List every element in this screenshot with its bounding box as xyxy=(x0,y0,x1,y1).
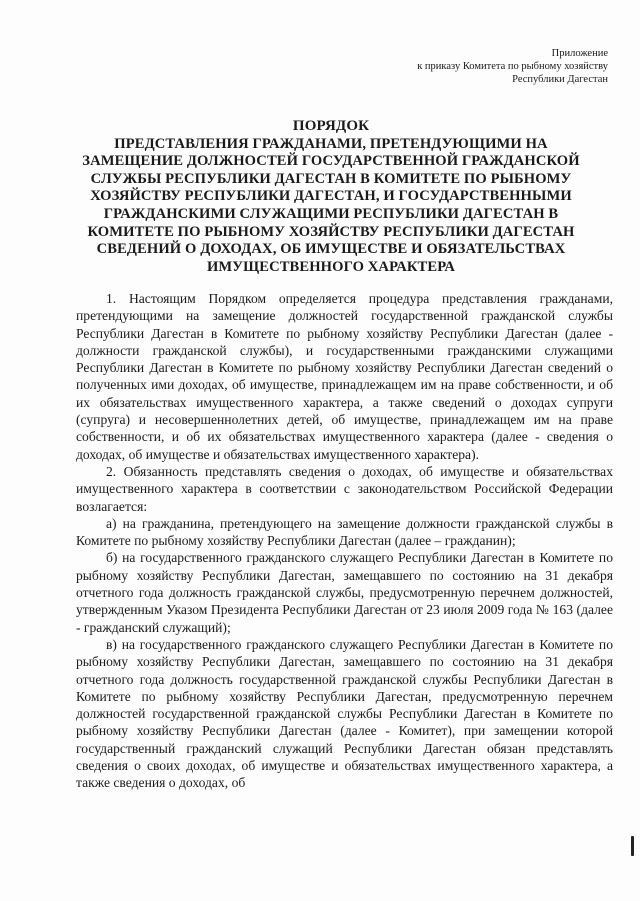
paragraph-1: 1. Настоящим Порядком определяется процедура представления гражданами, претендующими на замещение должностей государственной гражданской службы Республики Дагестан в Комитете по рыбному хозяйству Республики Дагестан (далее - должности гражданской службы), и государственными гражданскими служащими Республики Дагестан в Комитете по рыбному хозяйству Республики Дагестан сведений о полученных ими доходах, об имуществе, принадлежащем им на праве собственности, и об их обязательствах имущественного характера, а также сведений о доходах супруги (супруга) и несовершеннолетних детей, об имуществе, принадлежащем им на праве собственности, и об их обязательствах имущественного характера (далее - сведения о доходах, об имуществе и обязательствах имущественного характера). xyxy=(76,291,613,462)
subparagraph-c: в) на государственного гражданского служащего Республики Дагестан в Комитете по рыбному хозяйству Республики Дагестан, замещавшего по состоянию на 31 декабря отчетного года должность государственной гражданской службы Республики Дагестан в Комитете по рыбному хозяйству Республики Дагестан, предусмотренную перечнем должностей государственной гражданской службы Республики Дагестан в Комитете по рыбному хозяйству Республики Дагестан (далее - Комитет), при замещении которой государственный гражданский служащий Республики Дагестан обязан представлять сведения о своих доходах, об имуществе и обязательствах имущественного характера, а также сведения о доходах, об xyxy=(76,636,613,791)
subparagraph-b: б) на государственного гражданского служащего Республики Дагестан в Комитете по рыбному хозяйству Республики Дагестан, замещавшего по состоянию на 31 декабря отчетного года должность гражданской службы, предусмотренную перечнем должностей, утвержденным Указом Президента Республики Дагестан от 23 июля 2009 года № 163 (далее - гражданский служащий); xyxy=(76,550,613,635)
document-title xyxy=(78,118,584,276)
paragraph-2: 2. Обязанность представлять сведения о доходах, об имуществе и обязательствах имущественного характера в соответствии с законодательством Российской Федерации возлагается: xyxy=(76,463,613,514)
document-body xyxy=(76,290,613,792)
title-line: ЗАМЕЩЕНИЕ ДОЛЖНОСТЕЙ ГОСУДАРСТВЕННОЙ ГРАЖДАНСКОЙ xyxy=(82,153,580,170)
appendix-order-ref: к приказу Комитета по рыбному хозяйству xyxy=(417,61,608,72)
title-line: ХОЗЯЙСТВУ РЕСПУБЛИКИ ДАГЕСТАН, И ГОСУДАРСТВЕННЫМИ xyxy=(90,188,572,205)
title-line: ИМУЩЕСТВЕННОГО ХАРАКТЕРА xyxy=(206,258,455,275)
appendix-label: Приложение xyxy=(551,48,608,59)
scan-artifact xyxy=(631,836,634,856)
title-line: СВЕДЕНИЙ О ДОХОДАХ, ОБ ИМУЩЕСТВЕ И ОБЯЗАТЕЛЬСТВАХ xyxy=(96,241,566,258)
title-line: КОМИТЕТЕ ПО РЫБНОМУ ХОЗЯЙСТВУ РЕСПУБЛИКИ ДАГЕСТАН xyxy=(87,223,575,240)
title-line: ГРАЖДАНСКИМИ СЛУЖАЩИМИ РЕСПУБЛИКИ ДАГЕСТАН В xyxy=(103,205,559,222)
subparagraph-a: а) на гражданина, претендующего на замещение должности гражданской службы в Комитете по рыбному хозяйству Республики Дагестан (далее – гражданин); xyxy=(76,515,613,549)
title-line: СЛУЖБЫ РЕСПУБЛИКИ ДАГЕСТАН В КОМИТЕТЕ ПО РЫБНОМУ xyxy=(90,170,572,187)
title-line: ПРЕДСТАВЛЕНИЯ ГРАЖДАНАМИ, ПРЕТЕНДУЮЩИМИ НА xyxy=(114,135,548,152)
appendix-note xyxy=(348,47,608,86)
title-main: ПОРЯДОК xyxy=(292,118,370,134)
appendix-republic: Республики Дагестан xyxy=(512,74,608,85)
